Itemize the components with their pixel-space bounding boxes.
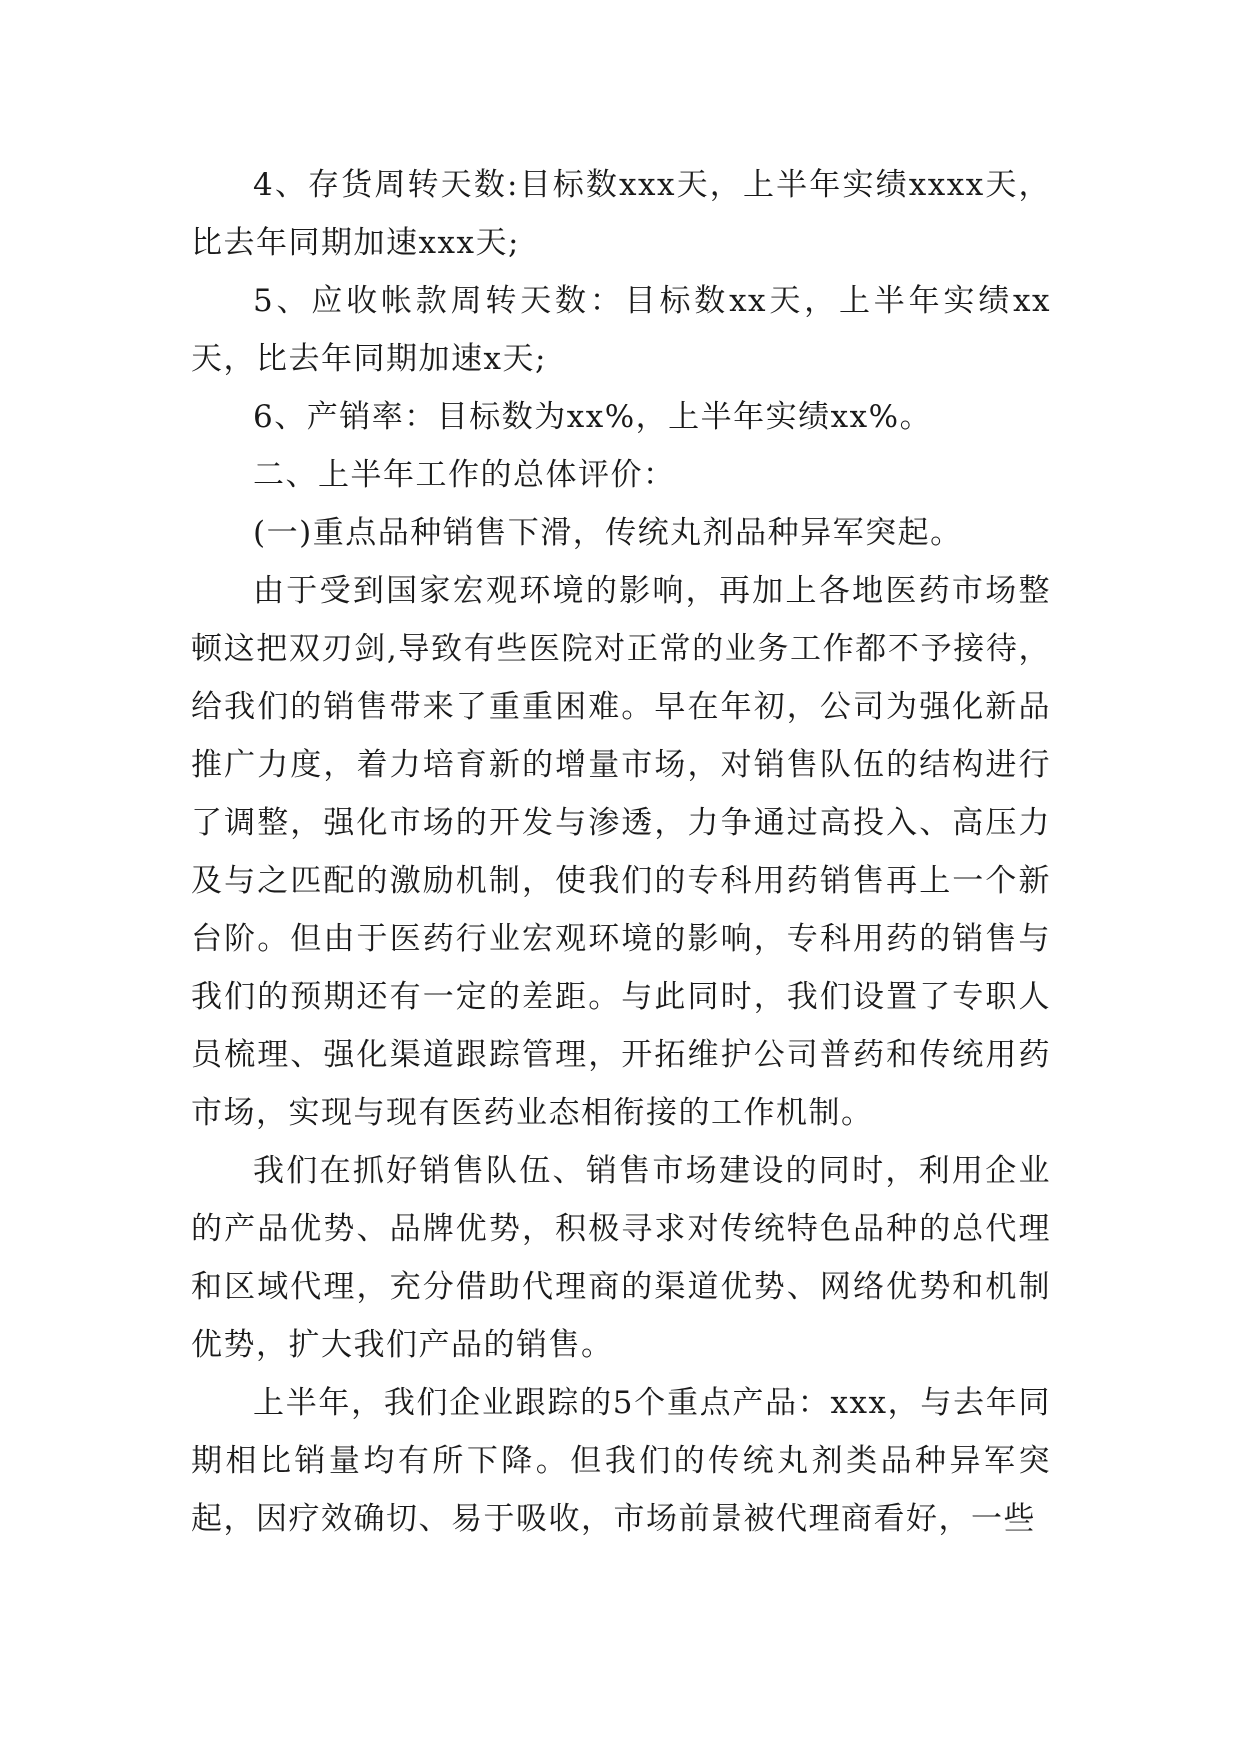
section-heading-overall-evaluation: 二、上半年工作的总体评价： xyxy=(253,457,676,493)
document-body xyxy=(191,156,1051,1548)
paragraph-receivables-turnover: 5、应收帐款周转天数：目标数xx天，上半年实绩xx天，比去年同期加速x天; xyxy=(191,283,1051,377)
paragraph-inventory-turnover: 4、存货周转天数:目标数xxx天，上半年实绩xxxx天，比去年同期加速xxx天; xyxy=(191,167,1051,261)
paragraph-sales-rate: 6、产销率：目标数为xx%，上半年实绩xx%。 xyxy=(253,399,933,435)
paragraph-macro-environment: 由于受到国家宏观环境的影响，再加上各地医药市场整顿这把双刃剑,导致有些医院对正常的业务工作都不予接待，给我们的销售带来了重重困难。早在年初，公司为强化新品推广力度，着力培育新的增量市场，对销售队伍的结构进行了调整，强化市场的开发与渗透，力争通过高投入、高压力及与之匹配的激励机制，使我们的专科用药销售再上一个新台阶。但由于医药行业宏观环境的影响，专科用药的销售与我们的预期还有一定的差距。与此同时，我们设置了专职人员梳理、强化渠道跟踪管理，开拓维护公司普药和传统用药市场，实现与现有医药业态相衔接的工作机制。 xyxy=(191,573,1051,1131)
paragraph-first-half-products: 上半年，我们企业跟踪的5个重点产品：xxx，与去年同期相比销量均有所下降。但我们的传统丸剂类品种异军突起，因疗效确切、易于吸收，市场前景被代理商看好，一些 xyxy=(191,1385,1051,1537)
subsection-heading-key-products: (一)重点品种销售下滑，传统丸剂品种异军突起。 xyxy=(253,515,963,551)
paragraph-sales-team: 我们在抓好销售队伍、销售市场建设的同时，利用企业的产品优势、品牌优势，积极寻求对传统特色品种的总代理和区域代理，充分借助代理商的渠道优势、网络优势和机制优势，扩大我们产品的销售。 xyxy=(191,1153,1051,1363)
